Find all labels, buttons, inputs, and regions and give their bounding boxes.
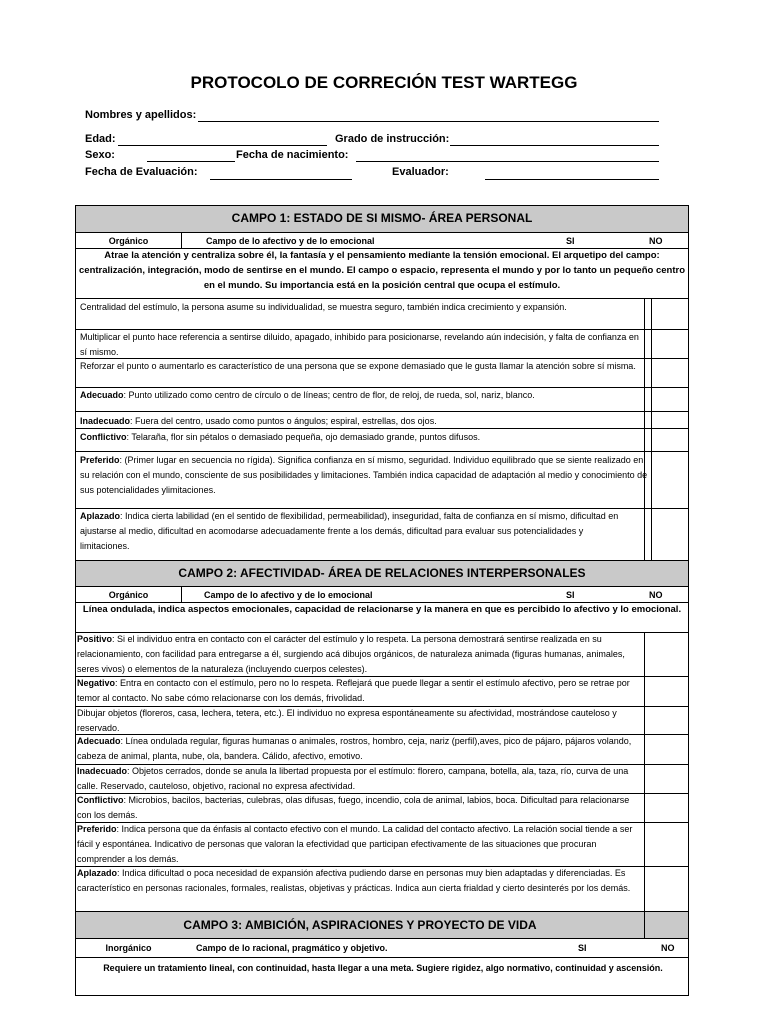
- campo2-row-positivo: Positivo: Si el individuo entra en contacto con el carácter del estímulo y lo respeta. La persona demostrará sentirse realizada en su relacionamiento, con facilidad para entregarse a él, surgiendo acá dibujos orgánicos, de naturaleza animada (figuras humanas, animales, seres vivos) o elementos de la naturaleza (incluyendo cuerpos celestes).: [77, 634, 625, 674]
- page-title: PROTOCOLO DE CORRECIÓN TEST WARTEGG: [190, 73, 578, 92]
- field-fecha-nacimiento[interactable]: [356, 161, 659, 162]
- field-sexo[interactable]: [147, 161, 235, 162]
- field-grado[interactable]: [450, 145, 659, 146]
- campo1-row-2: Multiplicar el punto hace referencia a sentirse diluido, apagado, inhibido para posicionarse, revelando aún indecisión, y falta de confianza en sí mismo.: [80, 332, 639, 357]
- field-edad[interactable]: [118, 145, 327, 146]
- campo1-row-preferido: Preferido: (Primer lugar en secuencia no rígida). Significa confianza en sí mismo, seguridad. Individuo equilibrado que se siente realizado en su relación con el mundo, consciente de sus posibilidades y limitaciones. También indica capacidad de adaptación al medio y conocimiento de sus potencialidades ylimitaciones.: [80, 455, 648, 495]
- campo2-description: Línea ondulada, indica aspectos emocionales, capacidad de relacionarse y la manera en que es percibido lo afectivo y lo emocional.: [82, 604, 682, 615]
- campo3-col-campo: Campo de lo racional, pragmático y objetivo.: [196, 943, 388, 953]
- label-fecha-nacimiento: Fecha de nacimiento:: [236, 149, 349, 161]
- field-fecha-evaluacion[interactable]: [210, 179, 352, 180]
- campo3-col-no: NO: [661, 943, 675, 953]
- campo1-row-aplazado: Aplazado: Indica cierta labilidad (en el sentido de flexibilidad, permeabilidad), inseguridad, falta de confianza en sí mismo, dificultad en ajustarse al medio, dificultad en acomodarse adecuadamente frente a los demás, dificultad para evaluar sus potencialidades y limitaciones.: [80, 511, 619, 551]
- campo2-row-inadecuado: Inadecuado: Objetos cerrados, donde se anula la libertad propuesta por el estímulo: florero, campana, botella, ala, taza, río, curva de una calle. Reservado, cauteloso, objetivo, racional no expresa afectividad.: [77, 766, 629, 791]
- campo1-header: CAMPO 1: ESTADO DE SI MISMO- ÁREA PERSONAL: [76, 206, 688, 233]
- campo1-col-si: SI: [566, 236, 575, 246]
- campo1-row-3: Reforzar el punto o aumentarlo es característico de una persona que se expone demasiado que le gusta llamar la atención sobre sí misma.: [80, 361, 636, 371]
- label-nombres: Nombres y apellidos:: [85, 109, 197, 121]
- campo2-col-tipo: Orgánico: [108, 590, 149, 600]
- label-grado: Grado de instrucción:: [335, 133, 450, 145]
- field-evaluador[interactable]: [485, 179, 659, 180]
- campo1-col-campo: Campo de lo afectivo y de lo emocional: [206, 236, 375, 246]
- label-edad: Edad:: [85, 133, 116, 145]
- campo2-row-adecuado: Adecuado: Línea ondulada regular, figuras humanas o animales, rostros, hombro, ceja, nariz (perfil),aves, pico de pájaro, pájaros volando, cabeza de animal, planta, nube, ola, bandera. Cálido, afectivo, emotivo.: [77, 736, 632, 761]
- campo3-header: [76, 911, 688, 939]
- label-evaluador: Evaluador:: [392, 166, 449, 178]
- campo2-row-aplazado: Aplazado: Indica dificultad o poca necesidad de expansión afectiva pudiendo darse en personas muy bien adaptadas y diferenciadas. Es característico en personas racionales, formales, realistas, objetivas y prácticas. Indica aun cierta frialdad y cierto desinterés por los demás.: [77, 868, 631, 893]
- campo2-row-negativo: Negativo: Entra en contacto con el estímulo, pero no lo respeta. Reflejará que puede llegar a sentir el estímulo afectivo, pero se retrae por temor al contacto. No sabe cómo relacionarse con los demás, frivolidad.: [77, 678, 630, 703]
- campo2-col-no: NO: [649, 590, 663, 600]
- campo2-row-preferido: Preferido: Indica persona que da énfasis al contacto efectivo con el mundo. La calidad del contacto afectivo. La relación social tiende a ser fácil y espontánea. Indicativo de personas que valoran la efectividad que participan efectivamente de las situaciones que procuran comprender a los demás.: [77, 824, 633, 864]
- campo2-col-si: SI: [566, 590, 575, 600]
- campo3-col-tipo: Inorgánico: [105, 943, 152, 953]
- campo2-col-campo: Campo de lo afectivo y de lo emocional: [204, 590, 373, 600]
- campo2-row-objetos: Dibujar objetos (floreros, casa, lechera, tetera, etc.). El individuo no expresa espontáneamente su afectividad, mostrándose cauteloso y reservado.: [77, 708, 617, 733]
- campo3-description: Requiere un tratamiento lineal, con continuidad, hasta llegar a una meta. Sugiere rigidez, algo normativo, continuidad y ascensión.: [103, 963, 663, 973]
- campo3-title: CAMPO 3: AMBICIÓN, ASPIRACIONES Y PROYECTO DE VIDA: [183, 918, 537, 932]
- campo1-description: Atrae la atención y centraliza sobre él, la fantasía y el pensamiento mediante la tensión emocional. El arquetipo del campo: centralización, integración, modo de sentirse en el mundo. El campo o espacio, representa el mundo y por lo tanto un pequeño centro en el mundo. Su importancia está en la posición central que ocupa el estímulo.: [79, 250, 685, 291]
- label-sexo: Sexo:: [85, 149, 115, 161]
- campo3-col-si: SI: [578, 943, 587, 953]
- field-nombres[interactable]: [198, 121, 659, 122]
- campo2-header: CAMPO 2: AFECTIVIDAD- ÁREA DE RELACIONES INTERPERSONALES: [76, 560, 688, 587]
- campo1-col-no: NO: [649, 236, 663, 246]
- campo2-row-conflictivo: Conflictivo: Microbios, bacilos, bacterias, culebras, olas difusas, fuego, incendio, cola de animal, labios, boca. Dificultad para relacionarse con los demás.: [77, 795, 630, 820]
- campo1-row-1: Centralidad del estímulo, la persona asume su individualidad, se muestra seguro, también indica crecimiento y expansión.: [80, 302, 567, 312]
- label-fecha-evaluacion: Fecha de Evaluación:: [85, 166, 198, 178]
- campo1-col-tipo: Orgánico: [108, 236, 149, 246]
- campo1-row-inadecuado: Inadecuado: Fuera del centro, usado como puntos o ángulos; espiral, estrellas, dos ojos.: [80, 416, 437, 426]
- campo1-row-conflictivo: Conflictivo: Telaraña, flor sin pétalos o demasiado pequeña, ojo demasiado grande, puntos difusos.: [80, 432, 481, 442]
- protocol-table: [75, 205, 689, 996]
- campo1-row-adecuado: Adecuado: Punto utilizado como centro de círculo o de líneas; centro de flor, de reloj, de rueda, sol, nariz, blanco.: [80, 390, 535, 400]
